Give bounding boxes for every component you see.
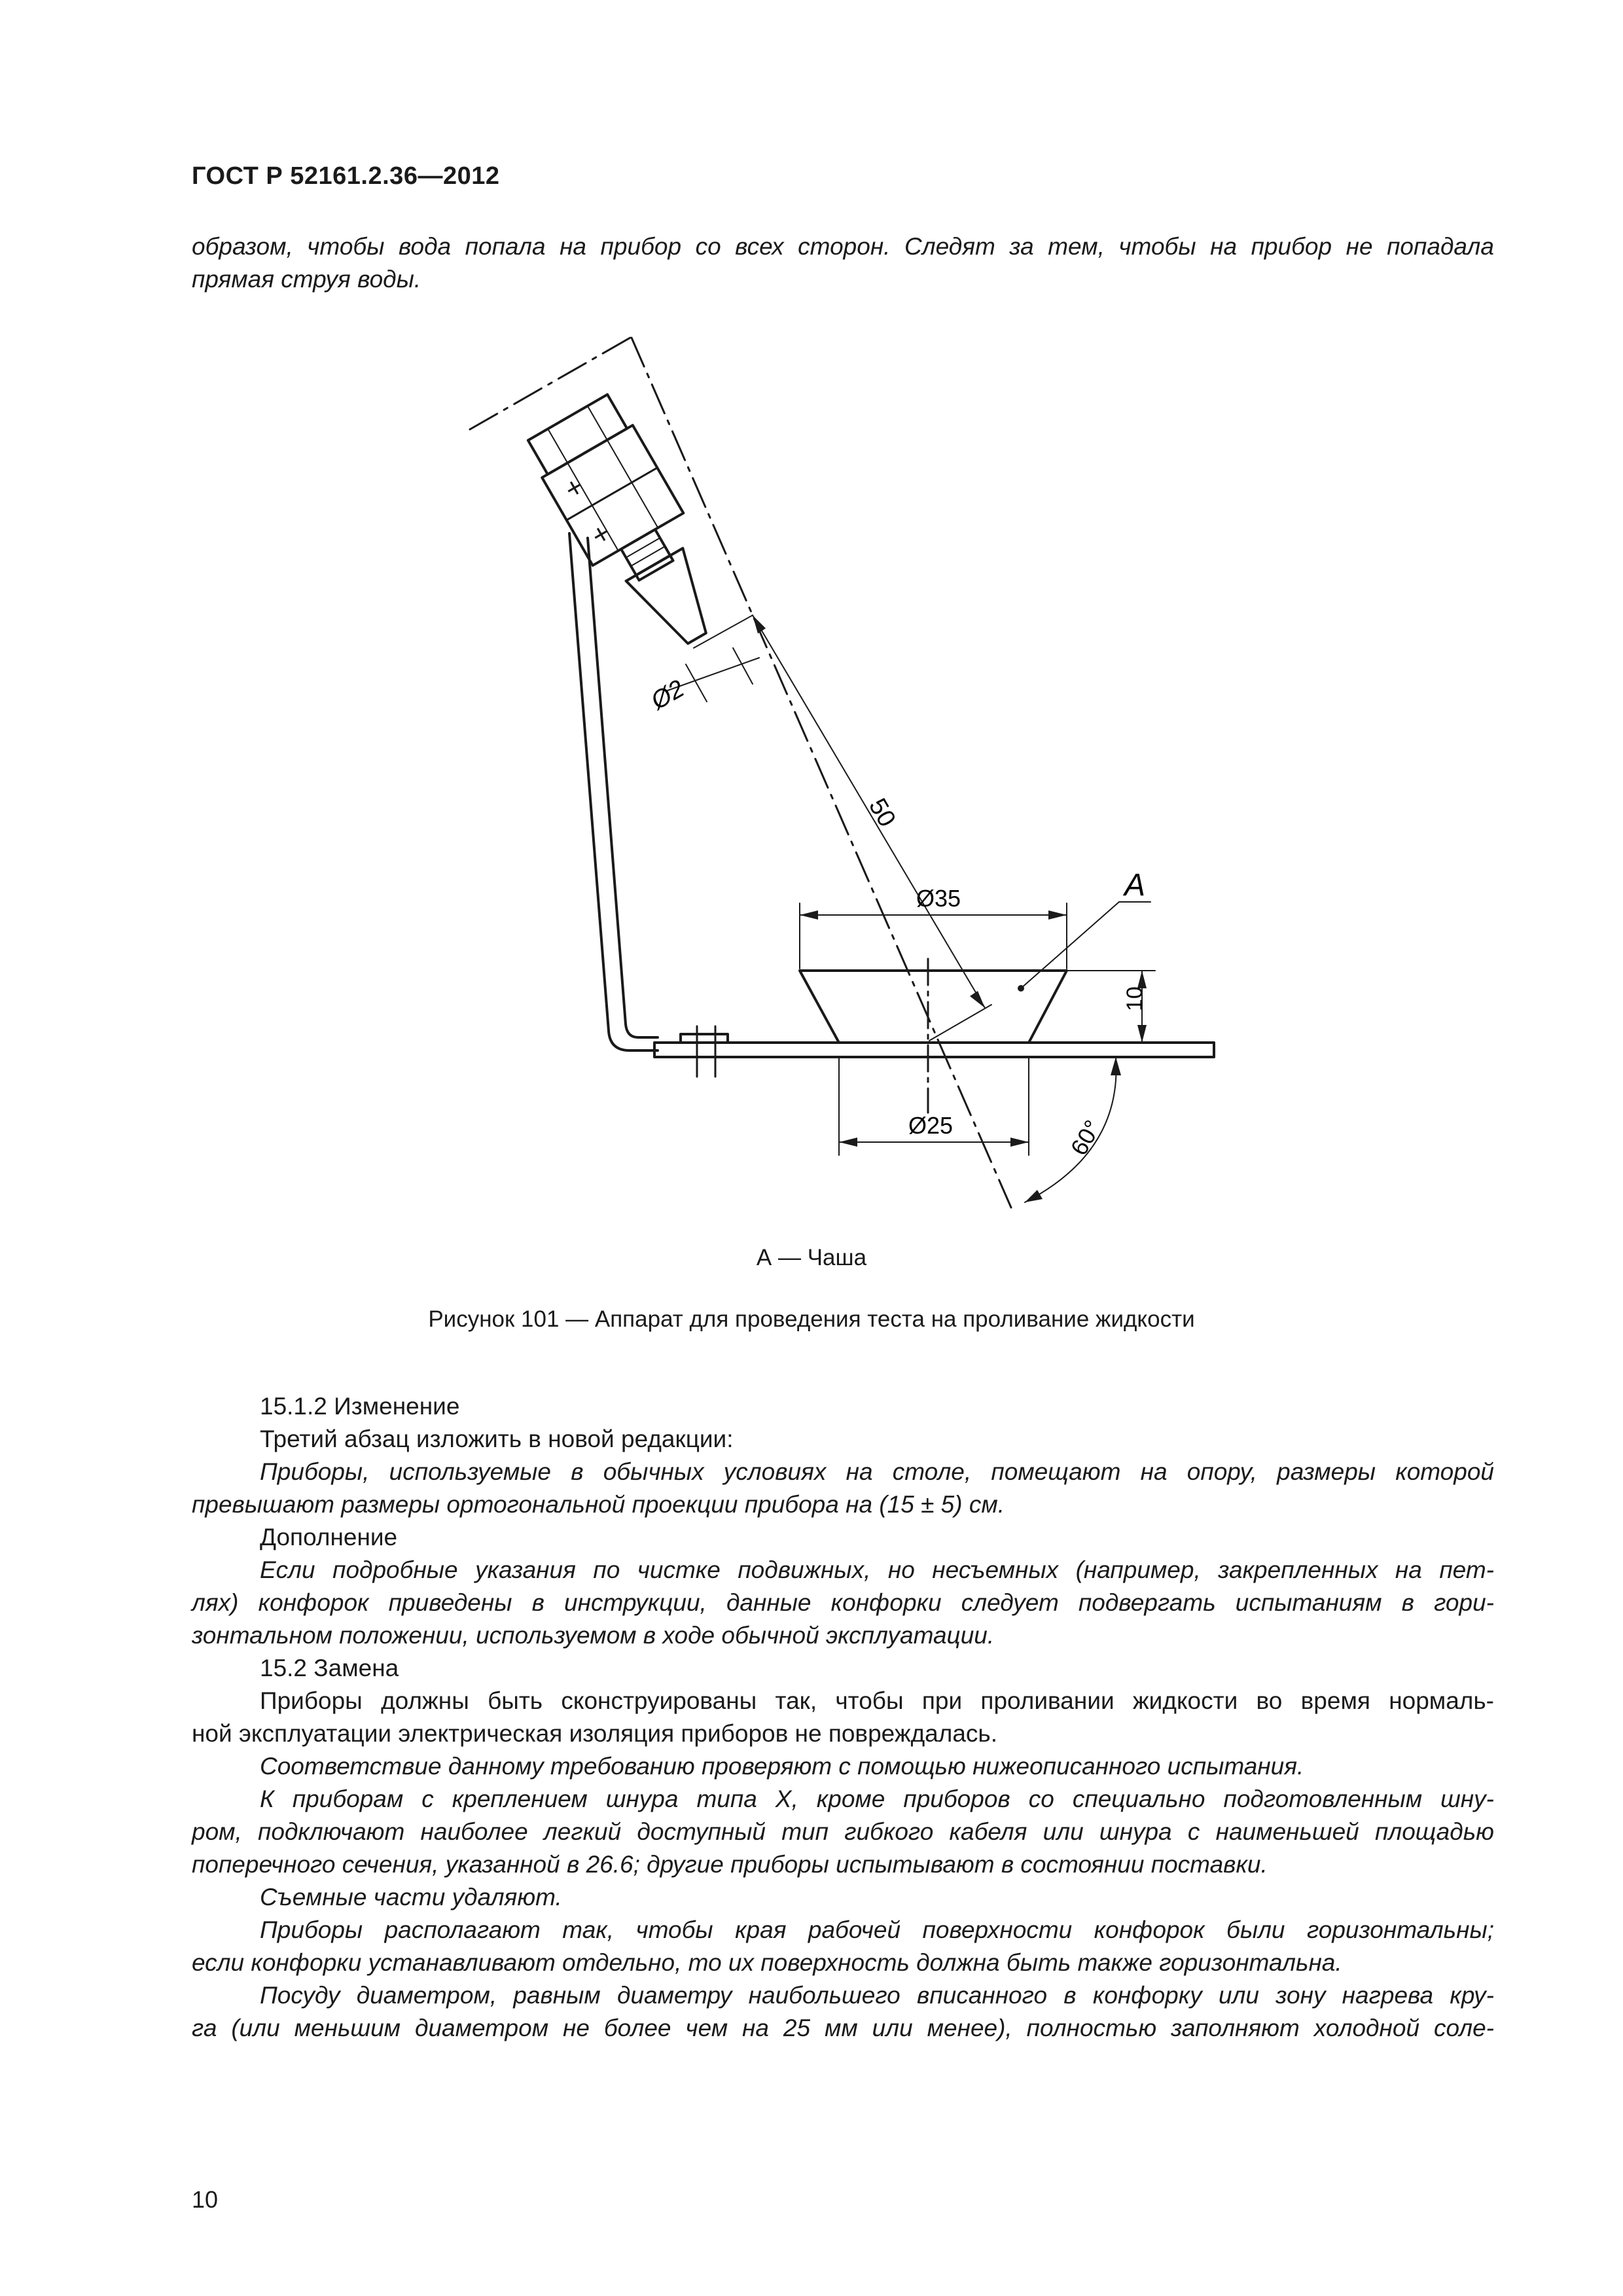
support-bracket: [569, 533, 658, 1050]
page-number: 10: [192, 2186, 219, 2213]
paragraph-line: ром, подключают наиболее легкий доступный тип гибкого кабеля или шнура с наименьшей площадью: [192, 1818, 1494, 1845]
paragraph-line: лях) конфорок приведены в инструкции, данные конфорки следует подвергать испытаниям в гори-: [192, 1589, 1494, 1616]
label-d2: Ø2: [646, 675, 689, 715]
hose-connector: [522, 391, 702, 597]
intro-line-1: образом, чтобы вода попала на прибор со всех сторон. Следят за тем, чтобы на прибор не попадала: [192, 233, 1494, 260]
svg-text:+: +: [559, 469, 590, 507]
label-callout-a: A: [1124, 868, 1146, 903]
paragraph-line: га (или меньшим диаметром не более чем на 25 мм или менее), полностью заполняют холодной соле-: [192, 2015, 1494, 2041]
label-h10: 10: [1122, 986, 1147, 1011]
paragraph-line: Соответствие данному требованию проверяют с помощью нижеописанного испытания.: [260, 1753, 1304, 1780]
nozzle-axis-line: [632, 338, 1011, 1208]
figure-legend: А — Чаша: [756, 1245, 867, 1270]
paragraph-line: Приборы, используемые в обычных условиях на столе, помещают на опору, размеры которой: [260, 1458, 1494, 1485]
base-plate: [654, 1043, 1214, 1057]
figure-caption: Рисунок 101 — Аппарат для проведения теста на проливание жидкости: [428, 1306, 1195, 1332]
addition-heading: Дополнение: [260, 1524, 398, 1551]
paragraph-line: Посуду диаметром, равным диаметру наибольшего вписанного в конфорку или зону нагрева кру-: [260, 1982, 1494, 2009]
document-header: ГОСТ Р 52161.2.36—2012: [192, 162, 500, 190]
top-center-line: [470, 335, 635, 429]
svg-text:+: +: [586, 516, 617, 553]
label-d35: Ø35: [916, 885, 961, 912]
section-15-2-heading: 15.2 Замена: [260, 1655, 399, 1681]
section-15-1-2-instruction: Третий абзац изложить в новой редакции:: [260, 1426, 734, 1452]
bowl-a: [800, 971, 1067, 1043]
label-60: 60°: [1065, 1115, 1107, 1160]
paragraph-line: ной эксплуатации электрическая изоляция приборов не повреждалась.: [192, 1720, 997, 1747]
paragraph-line: превышают размеры ортогональной проекции прибора на (15 ± 5) см.: [192, 1491, 1005, 1518]
paragraph-line: К приборам с креплением шнура типа X, кроме приборов со специально подготовленным шну-: [260, 1785, 1494, 1812]
section-15-1-2-heading: 15.1.2 Изменение: [260, 1393, 460, 1420]
paragraph-line: зонтальном положении, используемом в ходе обычной эксплуатации.: [192, 1622, 995, 1649]
paragraph-line: Съемные части удаляют.: [260, 1884, 562, 1910]
paragraph-line: Приборы должны быть сконструированы так, чтобы при проливании жидкости во время нормаль-: [260, 1687, 1494, 1714]
paragraph-line: поперечного сечения, указанной в 26.6; другие приборы испытывают в состоянии поставки.: [192, 1851, 1268, 1878]
paragraph-line: Приборы располагают так, чтобы края рабочей поверхности конфорок были горизонтальны;: [260, 1916, 1494, 1943]
paragraph-line: Если подробные указания по чистке подвижных, но несъемных (например, закрепленных на пет-: [260, 1556, 1494, 1583]
intro-line-2: прямая струя воды.: [192, 266, 421, 293]
label-d25: Ø25: [908, 1112, 954, 1139]
paragraph-line: если конфорки устанавливают отдельно, то их поверхность должна быть также горизонтальна.: [192, 1949, 1342, 1976]
label-50: 50: [863, 794, 901, 832]
